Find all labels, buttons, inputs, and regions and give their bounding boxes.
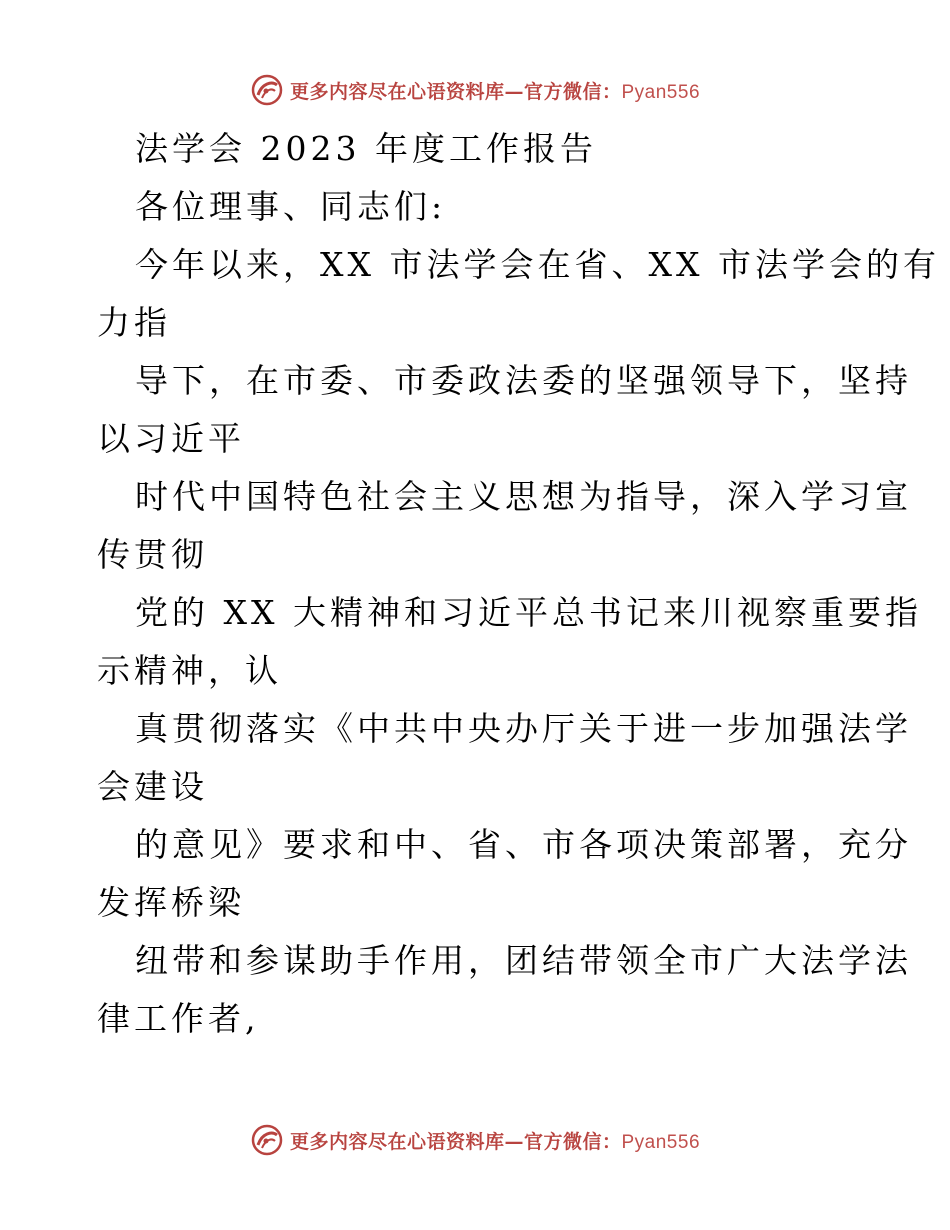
body-line: 时代中国特色社会主义思想为指导，深入学习宣 xyxy=(135,477,912,516)
body-line: 导下，在市委、市委政法委的坚强领导下，坚持 xyxy=(135,361,912,400)
body-line: 以习近平 xyxy=(97,419,245,458)
body-line: 真贯彻落实《中共中央办厅关于进一步加强法学 xyxy=(135,709,912,748)
watermark-wechat-id: Pyan556 xyxy=(621,1131,701,1153)
document-title: 法学会 2023 年度工作报告 xyxy=(135,129,597,168)
body-line: 发挥桥梁 xyxy=(97,883,245,922)
body-line: 传贯彻 xyxy=(97,535,208,574)
body-line: 律工作者, xyxy=(97,999,260,1038)
body-line: 纽带和参谋助手作用，团结带领全市广大法学法 xyxy=(135,941,912,980)
header-watermark xyxy=(0,70,950,110)
salutation: 各位理事、同志们: xyxy=(135,187,447,226)
footer-watermark xyxy=(0,1120,950,1160)
body-line: 党的 XX 大精神和习近平总书记来川视察重要指 xyxy=(135,593,922,632)
watermark-text: 更多内容尽在心语资料库—官方微信：Pyan556 xyxy=(289,80,701,103)
red-swirl-logo-icon xyxy=(250,73,284,107)
red-swirl-logo-icon xyxy=(250,1123,284,1157)
watermark-text: 更多内容尽在心语资料库—官方微信：Pyan556 xyxy=(289,1130,701,1153)
watermark-wechat-id: Pyan556 xyxy=(621,81,701,103)
body-line: 示精神，认 xyxy=(97,651,282,690)
body-line: 的意见》要求和中、省、市各项决策部署，充分 xyxy=(135,825,912,864)
body-line: 会建设 xyxy=(97,767,208,806)
body-line: 今年以来，XX 市法学会在省、XX 市法学会的有 xyxy=(135,245,940,284)
document-body xyxy=(97,120,940,1048)
body-line: 力指 xyxy=(97,303,171,342)
